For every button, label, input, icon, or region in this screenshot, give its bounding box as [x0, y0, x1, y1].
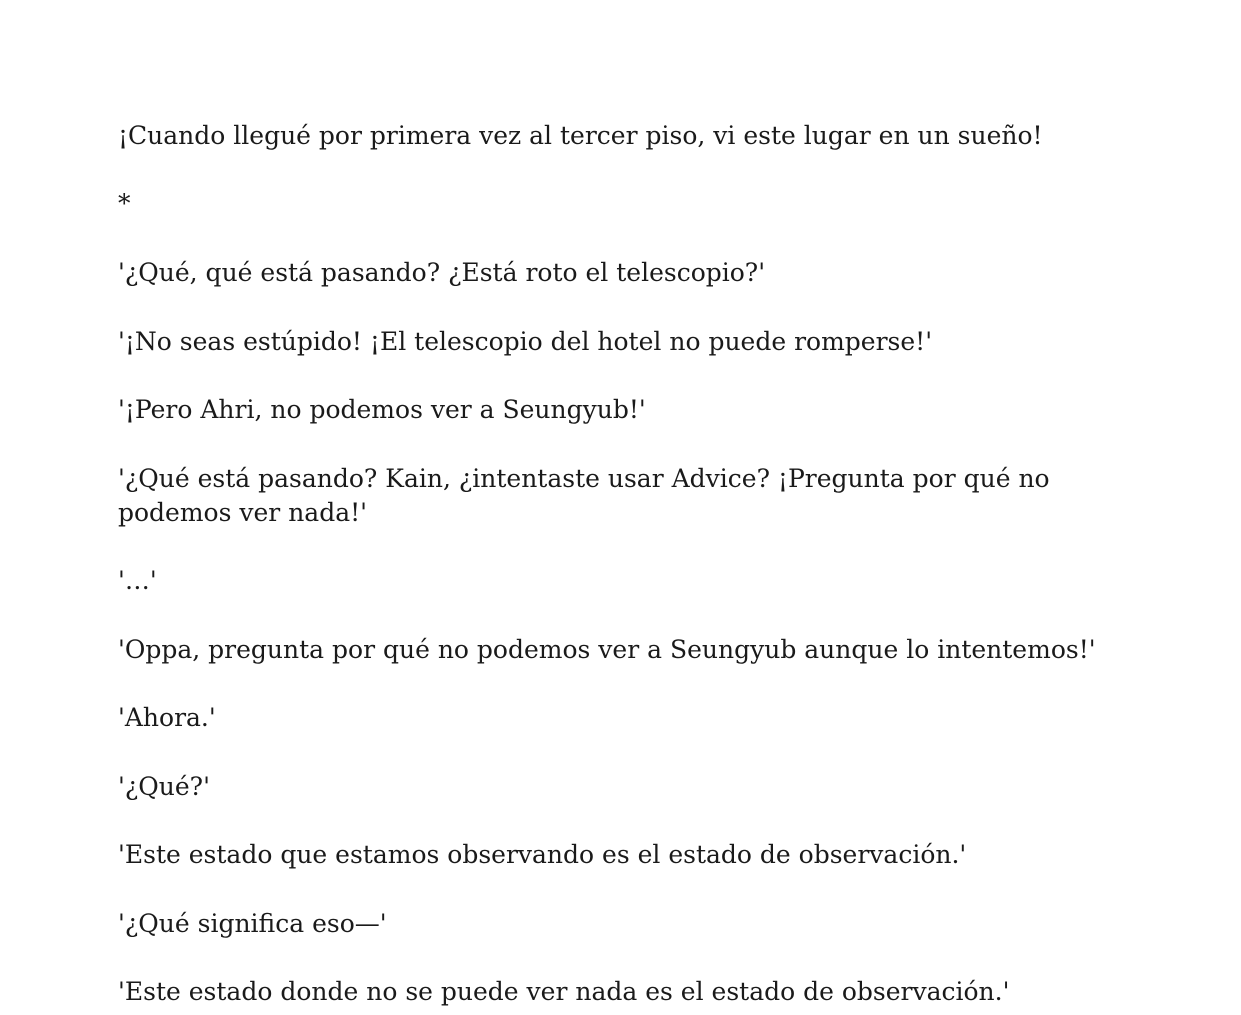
paragraph-4: '¡No seas estúpido! ¡El telescopio del hotel no puede romperse!' [118, 327, 933, 356]
scene-break: * [118, 189, 131, 218]
paragraph-9: 'Ahora.' [118, 703, 216, 732]
paragraph-8: 'Oppa, pregunta por qué no podemos ver a Seungyub aunque lo intentemos!' [118, 635, 1096, 664]
paragraph-12: '¿Qué significa eso—' [118, 909, 387, 938]
paragraph-1: ¡Cuando llegué por primera vez al tercer piso, vi este lugar en un sueño! [118, 121, 1043, 150]
paragraph-10: '¿Qué?' [118, 772, 210, 801]
paragraph-3: '¿Qué, qué está pasando? ¿Está roto el telescopio?' [118, 258, 766, 287]
paragraph-11: 'Este estado que estamos observando es el estado de observación.' [118, 840, 967, 869]
paragraph-5: '¡Pero Ahri, no podemos ver a Seungyub!' [118, 395, 646, 424]
paragraph-13: 'Este estado donde no se puede ver nada es el estado de observación.' [118, 977, 1010, 1006]
paragraph-6: '¿Qué está pasando? Kain, ¿intentaste usar Advice? ¡Pregunta por qué no podemos ver nada!' [118, 464, 1050, 527]
paragraph-7: '…' [118, 566, 157, 595]
